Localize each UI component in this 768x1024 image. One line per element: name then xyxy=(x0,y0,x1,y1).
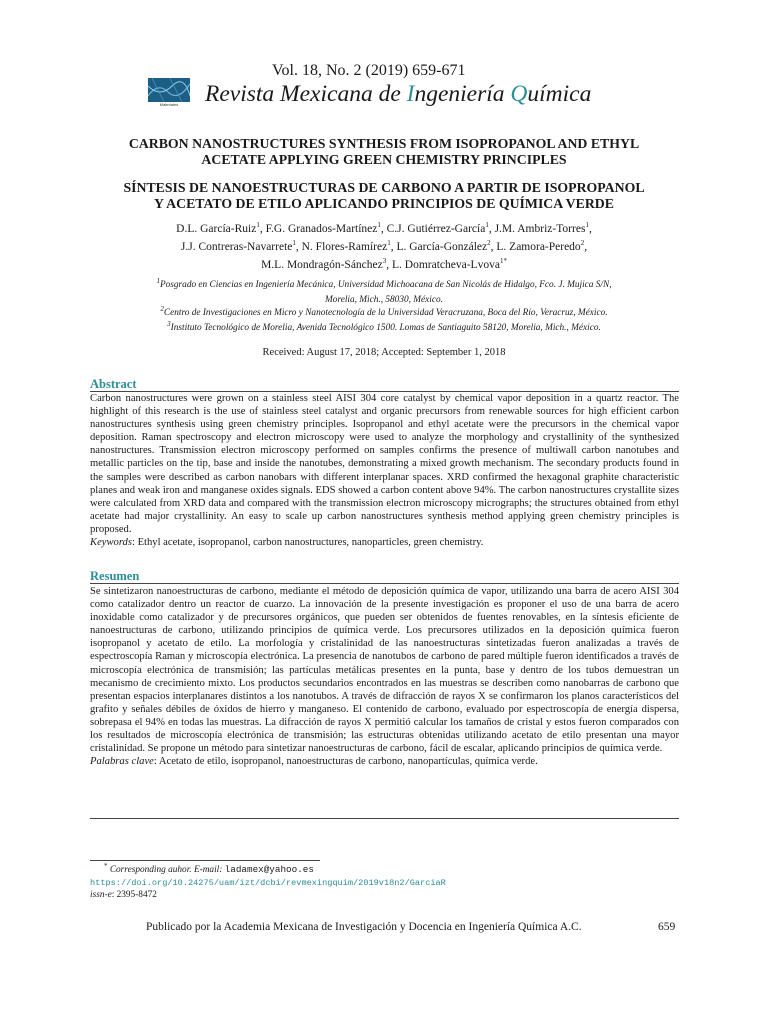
section-end-rule xyxy=(90,818,679,819)
volume-info: Vol. 18, No. 2 (2019) 659-671 xyxy=(272,62,466,79)
author-line-2: J.J. Contreras-Navarrete$^1$, N. Flores-Ramírez$^1$, L. García-González$^2$, L. Zamora-Peredo$^2$, xyxy=(180,239,588,253)
logo-mark xyxy=(148,78,190,102)
author-line-1: D.L. García-Ruiz$^1$, F.G. Granados-Martínez$^1$, C.J. Gutiérrez-García$^1$, J.M. Ambriz-Torres$^1$, xyxy=(176,221,592,235)
corresponding-author: * Corresponding auhor. E-mail: ladamex@yahoo.es xyxy=(104,861,314,875)
author-email[interactable]: ladamex@yahoo.es xyxy=(224,864,314,875)
resumen-heading: Resumen xyxy=(90,569,140,583)
abstract-text: Carbon nanostructures were grown on a stainless steel AISI 304 core catalyst by chemical vapor deposition in a quartz reactor. The highlight of this research is the use of stainless steel catalyst and organic precursors from renewable sources for high efficient carbon nanostructures synthesis using green chemistry principles. Isopropanol and ethyl acetate were the precursors in the chemical vapor deposition. Raman spectroscopy and electron microscopy were used to analyze the morphology and crystallinity of the synthesized nanostructures. Transmission electron microscopy performed on samples confirms the presence of multiwall carbon nanotubes and metallic particles on the tip, base and inside the nanotubes, demonstrating a mixed growth mechanism. The secondary products found in the samples were described as carbon nanobars with different interplanar spaces. XRD confirmed the hexagonal graphite characteristic planes and weak iron and manganese oxides signals. EDS showed a carbon content above 94%. The carbon nanostructures crystallite sizes were calculated from XRD data and compared with the transmission electron microscopy micrographs; the structures obtained from ethyl acetate had major crystallinity. An easy to scale up carbon nanostructures synthesis method applying green chemistry principles is proposed. xyxy=(90,393,679,535)
journal-title: Revista Mexicana de Ingeniería Química xyxy=(205,81,592,107)
doi-link[interactable]: https://doi.org/10.24275/uam/izt/dcbi/revmexingquim/2019v18n2/GarciaR xyxy=(90,878,446,888)
abstract-keywords: Keywords: Ethyl acetate, isopropanol, carbon nanostructures, nanoparticles, green chemistry. xyxy=(90,537,484,549)
abstract-body xyxy=(90,392,679,549)
title-english: CARBON NANOSTRUCTURES SYNTHESIS FROM ISOPROPANOL AND ETHYL ACETATE APPLYING GREEN CHEMISTRY PRINCIPLES xyxy=(128,136,640,167)
logo-pattern-icon xyxy=(148,78,190,102)
resumen-rule xyxy=(90,583,679,584)
journal-logo xyxy=(148,78,190,106)
affiliation-1: $^1$Posgrado en Ciencias en Ingeniería Mecánica, Universidad Michoacana de San Nicolás de Hidalgo, Fco. J. Mujica S/N, Morelia, Mich., 58030, México. xyxy=(156,276,612,305)
footnote-rule xyxy=(90,860,320,861)
resumen-text: Se sintetizaron nanoestructuras de carbono, mediante el método de deposición química de vapor, utilizando una barra de acero AISI 304 como catalizador dentro un reactor de cuarzo. La innovación de la presente investigación es proponer el uso de una barra de acero inoxidable como catalizador y de precursores orgánicos, que pueden ser obtenidos de fuentes renovables, en la síntesis eficiente de nanoestructuras de carbono, utilizando principios de química verde. Los precursores utilizados en la deposición química fueron isopropanol y acetato de etilo. La morfología y cristalinidad de las nanoestructuras sintetizadas fueron analizadas a través de espectroscopía Raman y microscopía electrónica. La presencia de nanotubos de carbono de pared múltiple fueron identificados a través de microscopía electrónica de transmisión; las partículas metálicas presentes en la punta, base y dentro de los tubos demuestran un mecanismo de crecimiento mixto. Los productos secundarios encontrados en las muestras se describen como nanobarras de carbono que presentan espacios interplanares distintos a los nanotubos. A través de difracción de rayos X se confirmaron los planos característicos del grafito y señales débiles de óxidos de hierro y manganeso. El contenido de carbono, evaluado por espectroscopía de energía dispersa, sobrepasa el 94% en todas las muestras. La difracción de rayos X permitió calcular los tamaños de cristal y estos fueron comparados con los resultados de microscopía electrónica de transmisión; las estructuras obtenidas utilizando acetato de etilo presentan una mayor cristalinidad. Se propone un método para sintetizar nanoestructuras de carbono, fácil de escalar, aplicando principios de química verde. xyxy=(90,586,679,755)
resumen-body xyxy=(90,585,679,768)
affiliation-2: $^2$Centro de Investigaciones en Micro y Nanotecnología de la Universidad Veracruzana, Boca del Río, Veracruz, México. xyxy=(160,304,608,318)
received-dates: Received: August 17, 2018; Accepted: September 1, 2018 xyxy=(262,347,506,358)
resumen-keywords: Palabras clave: Acetato de etilo, isopropanol, nanoestructuras de carbono, nanopartículas, química verde. xyxy=(90,756,538,768)
abstract-heading: Abstract xyxy=(90,377,137,391)
publisher-footer: Publicado por la Academia Mexicana de Investigación y Docencia en Ingeniería Química A.C. xyxy=(146,921,582,933)
author-list xyxy=(60,220,708,274)
author-line-3: M.L. Mondragón-Sánchez$^3$, L. Domratcheva-Lvova$^{1*}$ xyxy=(261,257,507,271)
issn-line: issn-e: 2395-8472 xyxy=(90,890,157,900)
logo-caption: Materiales xyxy=(159,102,179,107)
page-number: 659 xyxy=(658,921,676,933)
affiliation-3: $^3$Instituto Tecnológico de Morelia, Avenida Tecnológico 1500. Lomas de Santiaguito 58120, Morelia, Mich., México. xyxy=(167,319,601,333)
title-spanish: SÍNTESIS DE NANOESTRUCTURAS DE CARBONO A PARTIR DE ISOPROPANOL Y ACETATO DE ETILO APLICANDO PRINCIPIOS DE QUÍMICA VERDE xyxy=(123,180,645,211)
